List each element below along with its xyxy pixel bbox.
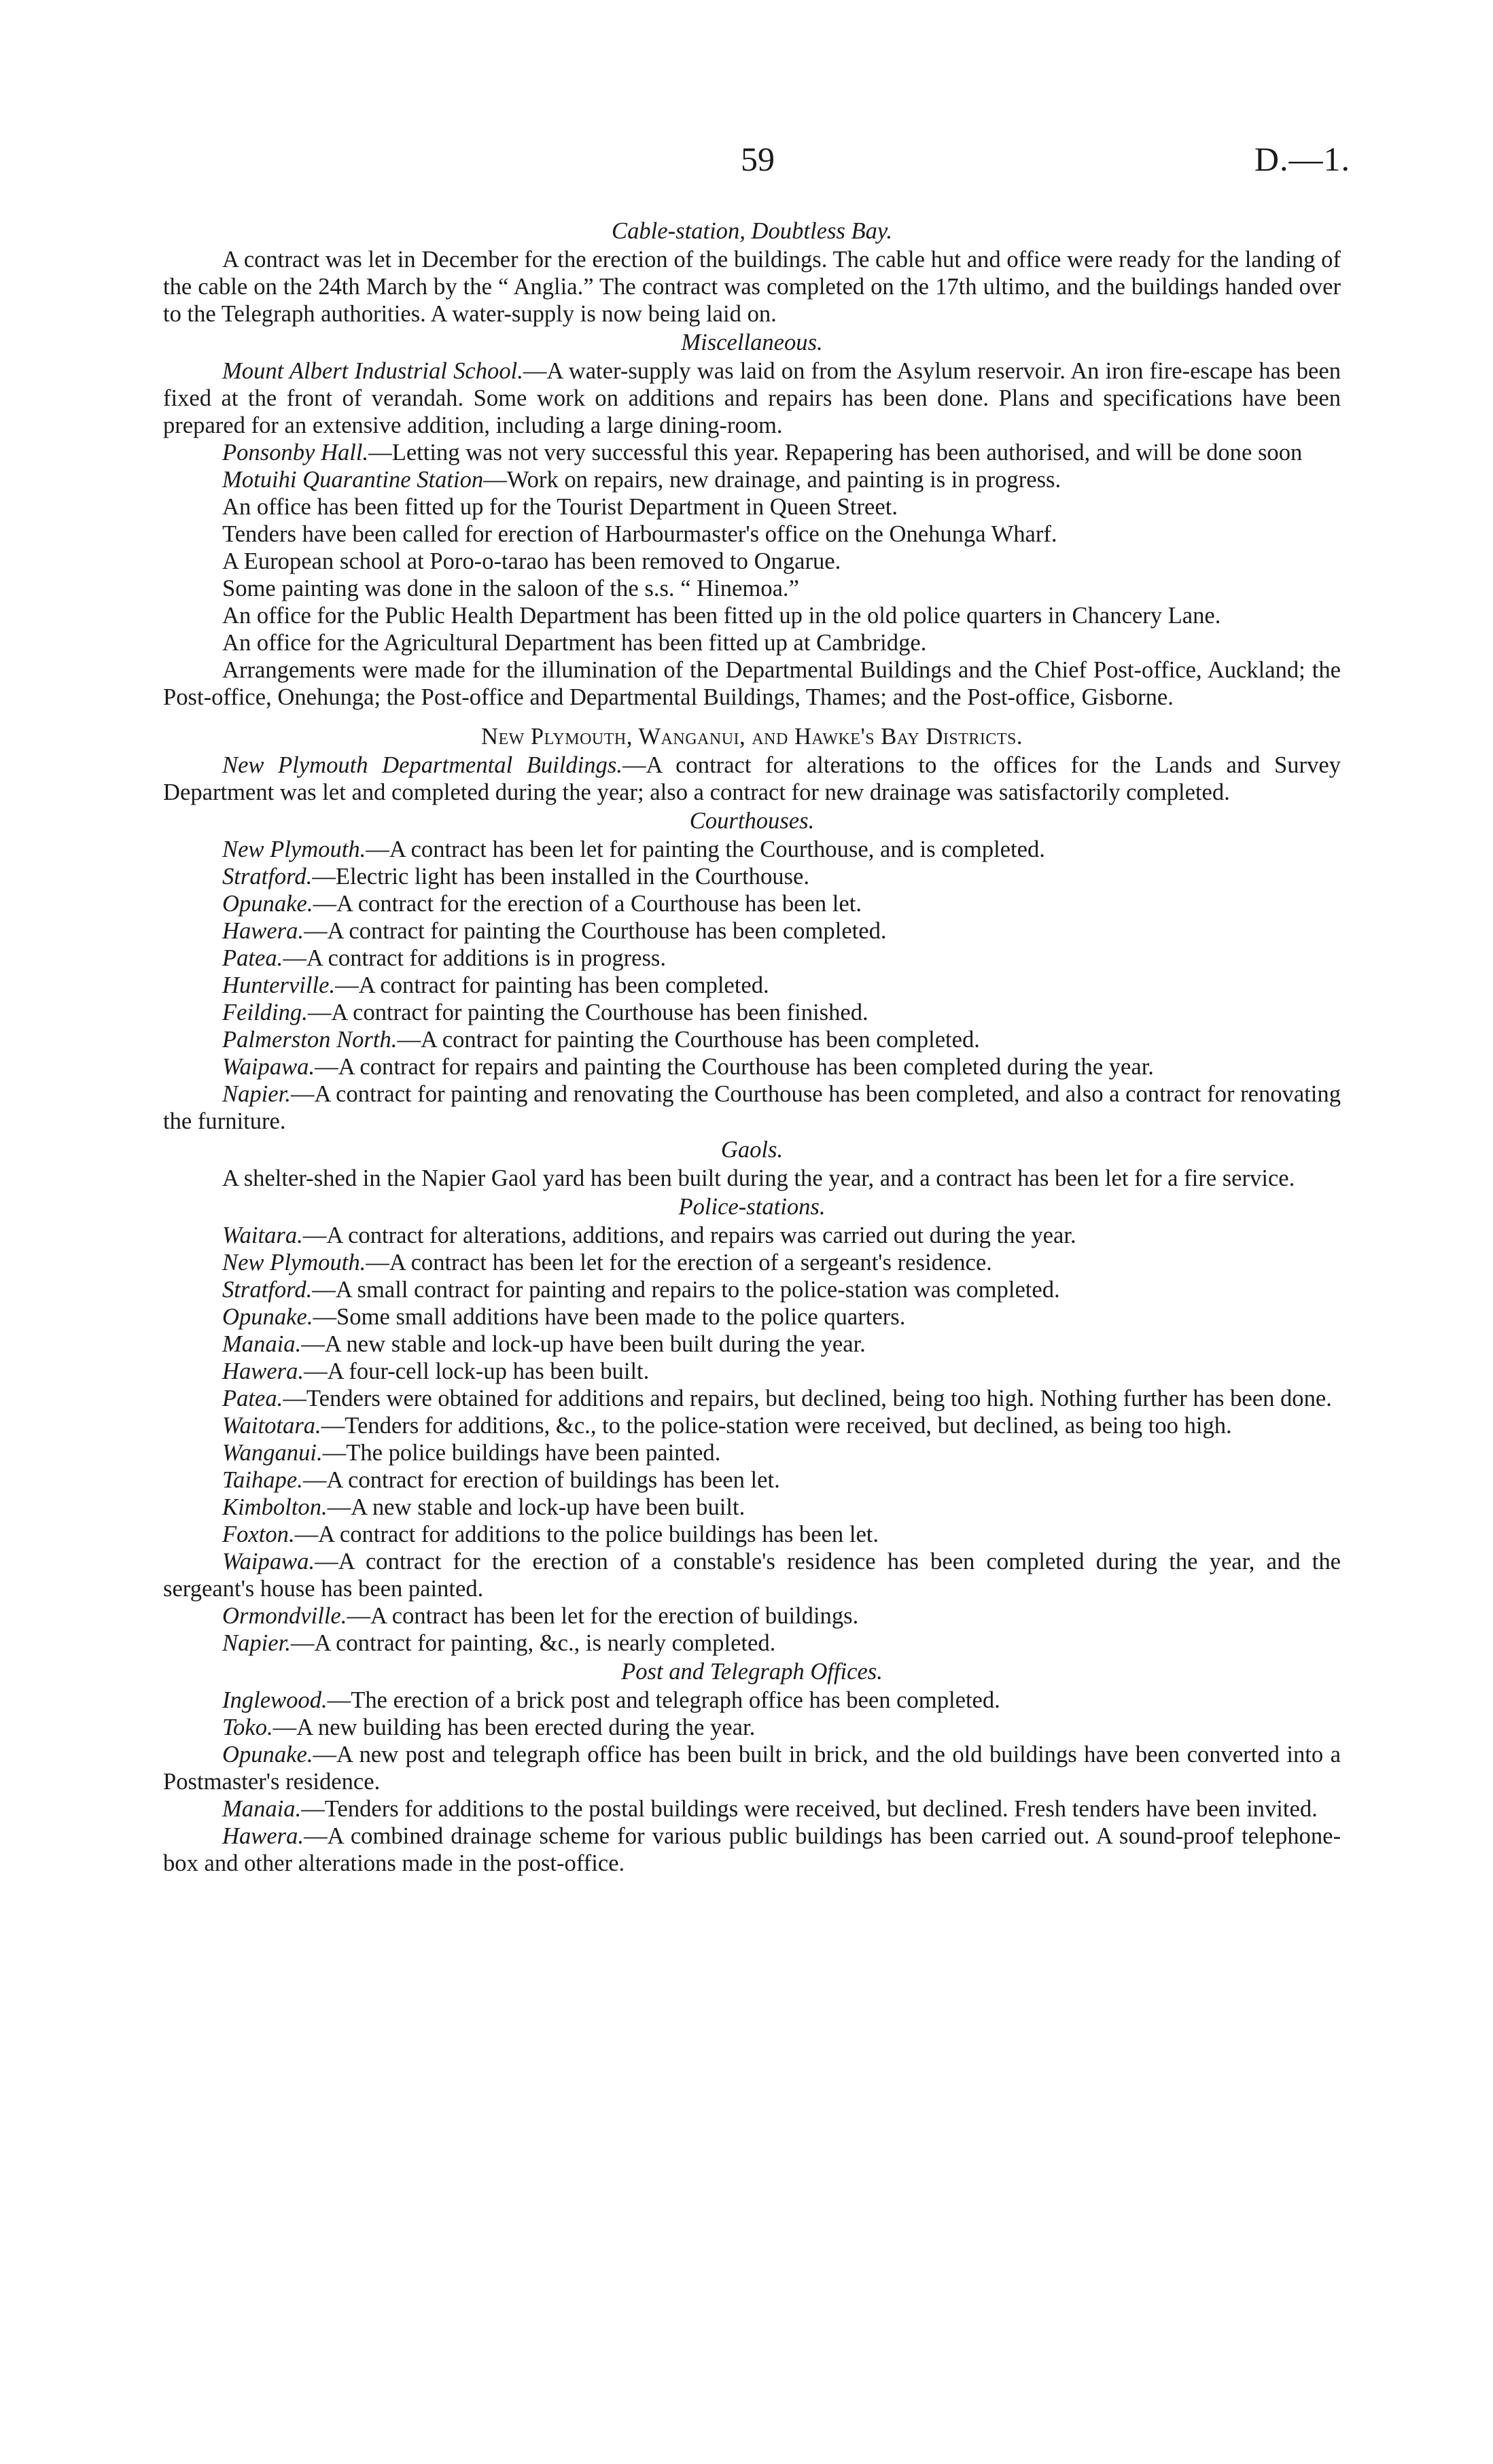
paragraph (163, 1741, 1341, 1795)
paragraph-text: —The police buildings have been painted. (322, 1440, 721, 1466)
paragraph (163, 890, 1341, 917)
paragraph-text: —A contract for alterations to the offices for the Lands and Survey Department was let and completed during the year; also a contract for new drainage was satisfactorily completed. (163, 752, 1341, 805)
paragraph-lead: Feilding. (222, 1000, 308, 1025)
paragraph (163, 1165, 1341, 1192)
paragraph (163, 1249, 1341, 1276)
paragraph-text: —A contract for erection of buildings has been let. (302, 1467, 780, 1493)
paragraph-text: —A new stable and lock-up have been built. (327, 1494, 745, 1520)
paragraph-lead: Waitotara. (222, 1413, 321, 1439)
paragraph-text: —The erection of a brick post and telegraph office has been completed. (327, 1687, 1000, 1713)
paragraph-text: —A contract for alterations, additions, and repairs was carried out during the year. (302, 1222, 1076, 1248)
paragraph-lead: Ponsonby Hall. (222, 440, 369, 465)
paragraph-lead: Manaia. (222, 1331, 302, 1357)
paragraph-lead: Wanganui. (222, 1440, 323, 1466)
paragraph-lead: Manaia. (222, 1796, 302, 1822)
paragraph (163, 1494, 1341, 1521)
paragraph-lead: Patea. (222, 945, 283, 971)
paragraph-text: —A contract for painting has been completed. (335, 972, 769, 998)
paragraph (163, 945, 1341, 972)
paragraph-text: —Some small additions have been made to the police quarters. (313, 1304, 906, 1330)
paragraph-lead: Motuihi Quarantine Station (222, 467, 484, 493)
paragraph-lead: Opunake. (222, 1304, 313, 1330)
paragraph-text: —Electric light has been installed in the Courthouse. (312, 864, 809, 890)
paragraph (163, 1358, 1341, 1385)
paragraph-lead: Hunterville. (222, 972, 336, 998)
document-body (163, 216, 1341, 1877)
paragraph (163, 1823, 1341, 1877)
paragraph-text: Tenders have been called for erection of Harbourmaster's office on the Onehunga Wharf. (222, 521, 1057, 547)
paragraph-text: —Work on repairs, new drainage, and painting is in progress. (483, 467, 1061, 493)
paragraph-lead: Napier. (222, 1630, 291, 1656)
paragraph-text: —A contract for painting the Courthouse has been completed. (304, 918, 887, 944)
paragraph (163, 1303, 1341, 1331)
paragraph-text: —Tenders were obtained for additions and repairs, but declined, being too high. Nothing further has been done. (283, 1386, 1332, 1411)
paragraph (163, 1222, 1341, 1249)
paragraph-lead: Stratford. (222, 864, 313, 890)
document-reference: D.—1. (1254, 140, 1350, 178)
paragraph-text: An office for the Agricultural Department has been fitted up at Cambridge. (222, 630, 927, 656)
paragraph-text: —Letting was not very successful this year. Repapering has been authorised, and will be done soon (368, 440, 1303, 465)
paragraph-text: —A new stable and lock-up have been built during the year. (301, 1331, 866, 1357)
paragraph-lead: Ormondville. (222, 1603, 347, 1629)
paragraph (163, 1602, 1341, 1630)
paragraph-text: A European school at Poro-o-tarao has been removed to Ongarue. (222, 548, 841, 574)
paragraph-text: An office has been fitted up for the Tourist Department in Queen Street. (222, 494, 898, 520)
paragraph-text: —A contract has been let for the erection of buildings. (347, 1603, 859, 1629)
paragraph (163, 466, 1341, 493)
paragraph-text: —A contract has been let for painting the Courthouse, and is completed. (366, 837, 1045, 862)
paragraph-text: —A contract has been let for the erection of a sergeant's residence. (366, 1250, 992, 1275)
paragraph-lead: Waipawa. (222, 1054, 315, 1080)
paragraph-text: —A contract for the erection of a Courthouse has been let. (313, 891, 862, 917)
section-heading: Gaols. (720, 1137, 784, 1163)
paragraph (163, 656, 1341, 711)
paragraph (163, 1080, 1341, 1135)
section-heading: Courthouses. (689, 808, 815, 834)
paragraph-lead: Hawera. (222, 1358, 304, 1384)
paragraph (163, 1714, 1341, 1741)
paragraph-lead: Opunake. (222, 1742, 313, 1767)
paragraph (163, 602, 1341, 629)
paragraph (163, 999, 1341, 1026)
paragraph (163, 575, 1341, 602)
paragraph (163, 836, 1341, 863)
paragraph-text: —A contract for painting the Courthouse has been finished. (307, 1000, 868, 1025)
paragraph-text: —A combined drainage scheme for various public buildings has been carried out. A sound-proof telephone-box and other alterations made in the post-office. (163, 1823, 1341, 1876)
paragraph (163, 357, 1341, 439)
paragraph-text: —A contract for painting the Courthouse has been completed. (397, 1027, 980, 1053)
paragraph (163, 1521, 1341, 1548)
paragraph-text: A contract was let in December for the erection of the buildings. The cable hut and office were ready for the landing of the cable on the 24th March by the “ Anglia.” The contract was completed on the 17th ultimo, and the buildings handed over to the Telegraph authorities. A water-supply is now being laid on. (163, 247, 1341, 327)
section-heading: Police-stations. (678, 1194, 826, 1220)
paragraph (163, 917, 1341, 945)
paragraph-text: —A contract for painting and renovating the Courthouse has been completed, and also a contract for renovating the furniture. (163, 1081, 1341, 1134)
paragraph-text: —A small contract for painting and repairs to the police-station was completed. (312, 1277, 1060, 1303)
paragraph (163, 1026, 1341, 1053)
paragraph-lead: Foxton. (222, 1521, 295, 1547)
paragraph-text: —Tenders for additions to the postal buildings were received, but declined. Fresh tenders have been invited. (301, 1796, 1318, 1822)
paragraph (163, 1548, 1341, 1602)
paragraph-lead: Opunake. (222, 891, 313, 917)
paragraph-lead: Hawera. (222, 918, 304, 944)
paragraph-text: —A water-supply was laid on from the Asylum reservoir. An iron fire-escape has been fixed at the front of verandah. Some work on additions and repairs has been done. Plans and specifications have been prepared for an extensive addition, including a large dining-room. (163, 358, 1341, 438)
section-heading: Cable-station, Doubtless Bay. (612, 218, 892, 244)
paragraph-text: A shelter-shed in the Napier Gaol yard has been built during the year, and a contract has been let for a fire service. (222, 1165, 1295, 1191)
paragraph-lead: Taihape. (222, 1467, 303, 1493)
paragraph (163, 1466, 1341, 1494)
paragraph-text: —Tenders for additions, &c., to the police-station were received, but declined, as being too high. (321, 1413, 1232, 1439)
paragraph (163, 1331, 1341, 1358)
paragraph (163, 1385, 1341, 1412)
section-heading: Miscellaneous. (681, 330, 823, 355)
paragraph (163, 972, 1341, 999)
paragraph (163, 863, 1341, 890)
paragraph (163, 521, 1341, 548)
paragraph (163, 1630, 1341, 1657)
paragraph (163, 752, 1341, 806)
paragraph-text: —A contract for painting, &c., is nearly completed. (290, 1630, 776, 1656)
paragraph (163, 548, 1341, 575)
paragraph-lead: New Plymouth Departmental Buildings. (222, 752, 622, 778)
paragraph-lead: Palmerston North. (222, 1027, 398, 1053)
paragraph-lead: Toko. (222, 1714, 273, 1740)
paragraph (163, 439, 1341, 466)
paragraph (163, 1412, 1341, 1439)
paragraph-text: Some painting was done in the saloon of the s.s. “ Hinemoa.” (222, 576, 799, 601)
paragraph-lead: Kimbolton. (222, 1494, 328, 1520)
district-heading: New Plymouth, Wanganui, and Hawke's Bay Districts. (480, 724, 1023, 750)
paragraph (163, 1687, 1341, 1714)
paragraph (163, 1276, 1341, 1303)
paragraph (163, 493, 1341, 521)
paragraph-lead: New Plymouth. (222, 1250, 366, 1275)
paragraph-text: Arrangements were made for the illumination of the Departmental Buildings and the Chief Post-office, Auckland; the Post-office, Onehunga; the Post-office and Departmental Buildings, Thames; and the Post-office, Gisborne. (163, 657, 1341, 710)
paragraph (163, 246, 1341, 328)
paragraph (163, 1053, 1341, 1080)
paragraph (163, 1795, 1341, 1823)
paragraph-text: —A four-cell lock-up has been built. (304, 1358, 650, 1384)
paragraph (163, 1439, 1341, 1466)
paragraph-text: —A contract for the erection of a constable's residence has been completed during the year, and the sergeant's house has been painted. (163, 1549, 1341, 1602)
paragraph-text: —A contract for additions is in progress. (283, 945, 667, 971)
paragraph-text: —A new post and telegraph office has been built in brick, and the old buildings have been converted into a Postmaster's residence. (163, 1742, 1341, 1795)
paragraph-lead: New Plymouth. (222, 837, 366, 862)
paragraph-lead: Waitara. (222, 1222, 303, 1248)
paragraph-text: —A new building has been erected during the year. (273, 1714, 756, 1740)
paragraph-lead: Waipawa. (222, 1549, 315, 1574)
section-heading: Post and Telegraph Offices. (621, 1659, 883, 1685)
paragraph (163, 629, 1341, 656)
paragraph-text: —A contract for repairs and painting the Courthouse has been completed during the year. (315, 1054, 1154, 1080)
page-number: 59 (741, 140, 775, 178)
paragraph-lead: Mount Albert Industrial School. (222, 358, 523, 384)
paragraph-lead: Napier. (222, 1081, 291, 1107)
paragraph-lead: Inglewood. (222, 1687, 328, 1713)
paragraph-text: —A contract for additions to the police buildings has been let. (294, 1521, 879, 1547)
paragraph-text: An office for the Public Health Department has been fitted up in the old police quarters in Chancery Lane. (222, 603, 1221, 629)
paragraph-lead: Patea. (222, 1386, 283, 1411)
paragraph-lead: Stratford. (222, 1277, 313, 1303)
paragraph-lead: Hawera. (222, 1823, 304, 1849)
